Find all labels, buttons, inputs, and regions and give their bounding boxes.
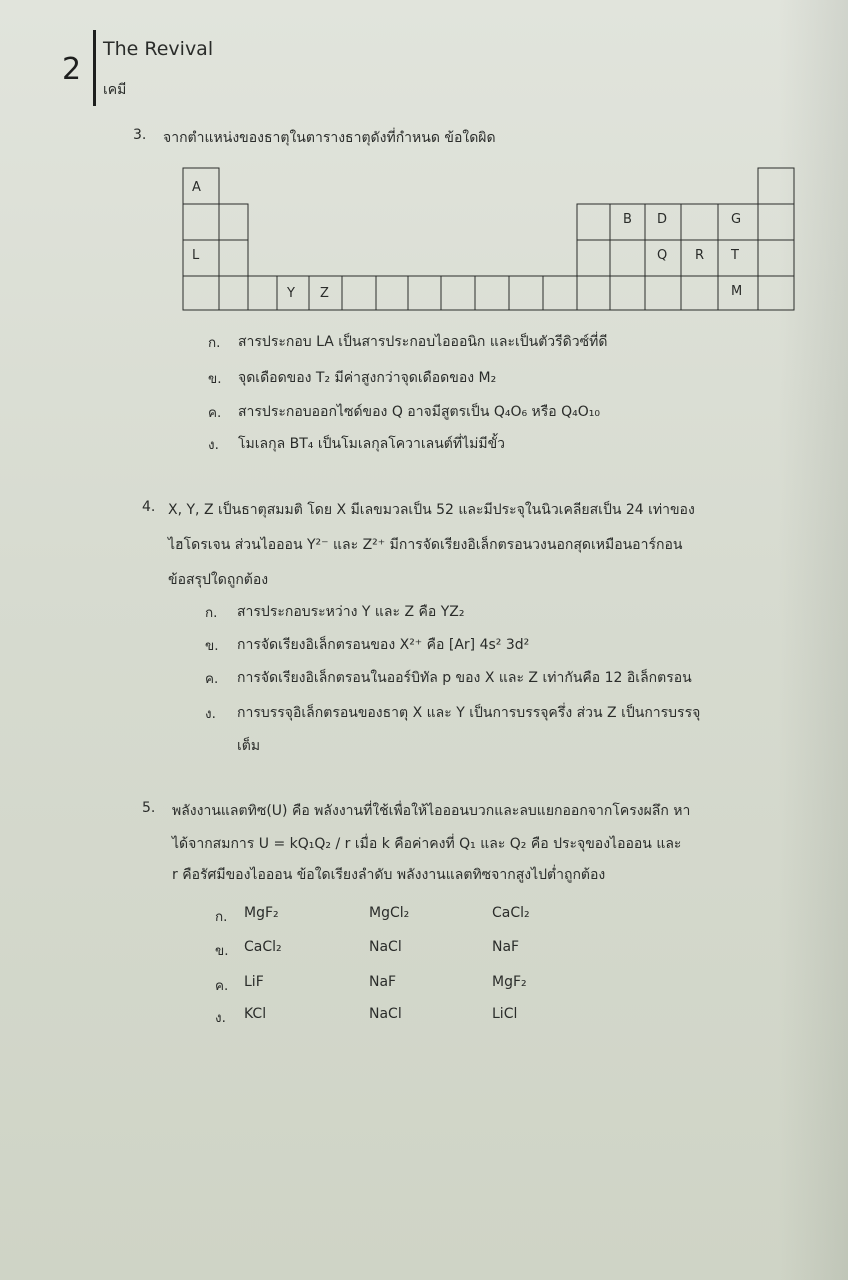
element-label-D: D	[657, 212, 668, 227]
element-label-R: R	[695, 248, 705, 263]
q5-option-d-compound-2: NaCl	[369, 1006, 402, 1022]
q4-option-c-text: การจัดเรียงอิเล็กตรอนในออร์บิทัล p ของ X และ Z เท่ากันคือ 12 อิเล็กตรอน	[237, 670, 692, 686]
q5-option-c-compound-1: LiF	[244, 974, 264, 990]
q4-line-1: X, Y, Z เป็นธาตุสมมติ โดย X มีเลขมวลเป็น 52 และมีประจุในนิวเคลียสเป็น 24 เท่าของ	[168, 502, 695, 518]
q4-line-3: ข้อสรุปใดถูกต้อง	[168, 572, 269, 588]
q5-number: 5.	[142, 800, 156, 816]
book-title: The Revival	[103, 38, 214, 60]
q4-option-c-letter: ค.	[205, 671, 219, 687]
q5-option-b-letter: ข.	[215, 943, 229, 959]
q4-line-2: ไฮโดรเจน ส่วนไอออน Y²⁻ และ Z²⁺ มีการจัดเรียงอิเล็กตรอนวงนอกสุดเหมือนอาร์กอน	[168, 537, 683, 553]
q5-line-2: ได้จากสมการ U = kQ₁Q₂ / r เมื่อ k คือค่าคงที่ Q₁ และ Q₂ คือ ประจุของไอออน และ	[172, 836, 682, 852]
q5-option-d-compound-3: LiCl	[492, 1006, 518, 1022]
q5-option-a-compound-2: MgCl₂	[369, 905, 410, 921]
q5-option-a-compound-1: MgF₂	[244, 905, 279, 921]
element-label-Q: Q	[657, 248, 668, 263]
q3-option-c-text: สารประกอบออกไซด์ของ Q อาจมีสูตรเป็น Q₄O₆ หรือ Q₄O₁₀	[238, 404, 601, 420]
periodic-table-diagram	[0, 0, 848, 320]
q4-option-d-letter: ง.	[205, 706, 216, 722]
page-number: 2	[62, 52, 82, 87]
element-label-T: T	[731, 248, 739, 263]
q5-option-c-compound-3: MgF₂	[492, 974, 527, 990]
element-label-M: M	[731, 284, 743, 299]
element-label-G: G	[731, 212, 742, 227]
q3-number: 3.	[133, 127, 147, 143]
q3-option-d-letter: ง.	[208, 437, 219, 453]
element-label-Z: Z	[320, 286, 329, 301]
subject-label: เคมี	[103, 82, 127, 98]
q5-line-3: r คือรัศมีของไอออน ข้อใดเรียงลำดับ พลังงานแลตทิซจากสูงไปต่ำถูกต้อง	[172, 867, 606, 883]
q5-option-b-compound-3: NaF	[492, 939, 520, 955]
q4-option-b-text: การจัดเรียงอิเล็กตรอนของ X²⁺ คือ [Ar] 4s² 3d²	[237, 637, 530, 653]
q4-option-d-continued: เต็ม	[237, 738, 261, 754]
element-label-A: A	[192, 180, 201, 195]
q3-option-b-letter: ข.	[208, 371, 222, 387]
q5-option-a-compound-3: CaCl₂	[492, 905, 530, 921]
q3-option-a-text: สารประกอบ LA เป็นสารประกอบไอออนิก และเป็นตัวรีดิวซ์ที่ดี	[238, 334, 608, 350]
q5-option-c-letter: ค.	[215, 978, 229, 994]
element-label-L: L	[192, 248, 200, 263]
q3-option-c-letter: ค.	[208, 405, 222, 421]
element-label-B: B	[623, 212, 632, 227]
q4-number: 4.	[142, 499, 156, 515]
q4-option-b-letter: ข.	[205, 638, 219, 654]
q4-option-a-letter: ก.	[205, 605, 218, 621]
q5-option-b-compound-2: NaCl	[369, 939, 402, 955]
q5-option-c-compound-2: NaF	[369, 974, 397, 990]
q4-option-a-text: สารประกอบระหว่าง Y และ Z คือ YZ₂	[237, 604, 465, 620]
q5-option-d-compound-1: KCl	[244, 1006, 267, 1022]
q5-option-b-compound-1: CaCl₂	[244, 939, 282, 955]
q5-line-1: พลังงานแลตทิซ(U) คือ พลังงานที่ใช้เพื่อให้ไอออนบวกและลบแยกออกจากโครงผลึก หา	[172, 803, 691, 819]
table-grid	[183, 168, 794, 310]
q5-option-a-letter: ก.	[215, 909, 228, 925]
q5-option-d-letter: ง.	[215, 1010, 226, 1026]
q3-question: จากตำแหน่งของธาตุในตารางธาตุดังที่กำหนด ข้อใดผิด	[163, 130, 496, 146]
q3-option-a-letter: ก.	[208, 335, 221, 351]
q3-option-b-text: จุดเดือดของ T₂ มีค่าสูงกว่าจุดเดือดของ M₂	[238, 370, 497, 386]
q3-option-d-text: โมเลกุล BT₄ เป็นโมเลกุลโควาเลนต์ที่ไม่มีขั้ว	[238, 436, 506, 452]
element-label-Y: Y	[287, 286, 295, 301]
q4-option-d-text: การบรรจุอิเล็กตรอนของธาตุ X และ Y เป็นการบรรจุครึ่ง ส่วน Z เป็นการบรรจุ	[237, 705, 701, 721]
